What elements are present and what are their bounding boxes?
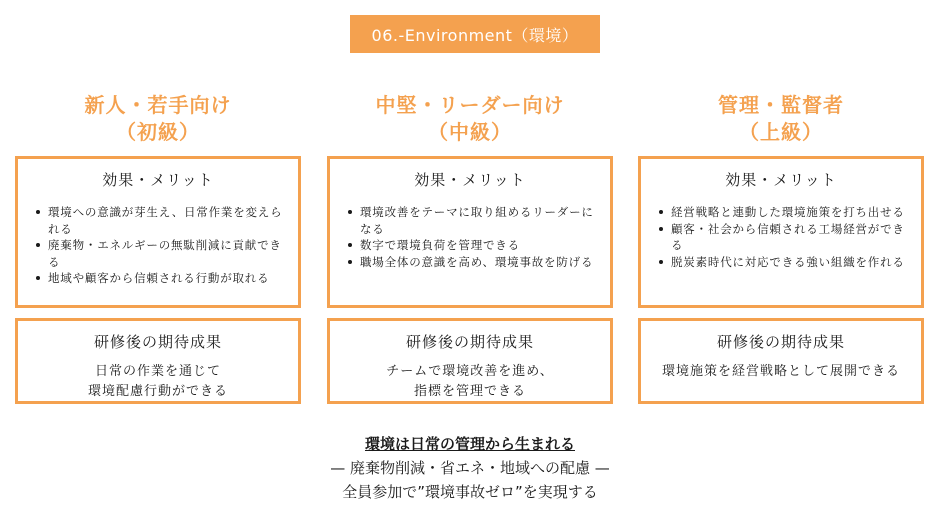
merit-list (330, 204, 610, 270)
column-heading (327, 92, 613, 148)
merit-box (327, 156, 613, 308)
merit-box (15, 156, 301, 308)
merit-list (641, 204, 921, 270)
column-heading-line2: （中級） (428, 120, 512, 144)
footer-slogan: 全員参加で”環境事故ゼロ”を実現する (342, 483, 598, 501)
result-box (638, 318, 924, 404)
result-line: 環境施策を経営戦略として展開できる (661, 364, 900, 379)
result-line: 指標を管理できる (413, 384, 526, 399)
result-line: チームで環境改善を進め、 (386, 364, 554, 379)
column-heading-line1: 中堅・リーダー向け (375, 93, 565, 117)
merit-item: 顧客・社会から信頼される工場経営ができる (671, 221, 911, 254)
result-text (330, 362, 610, 402)
column-heading (638, 92, 924, 148)
level-column-beginner (15, 92, 301, 399)
column-heading-line1: 管理・監督者 (718, 93, 844, 117)
merit-item: 環境改善をテーマに取り組めるリーダーになる (360, 204, 600, 237)
column-heading-line2: （初級） (116, 120, 200, 144)
level-column-advanced (638, 92, 924, 379)
merit-item: 脱炭素時代に対応できる強い組織を作れる (671, 254, 911, 271)
section-title: 06.-Environment（環境） (371, 25, 579, 45)
merit-item: 職場全体の意識を高め、環境事故を防げる (360, 254, 600, 271)
merit-item: 経営戦略と連動した環境施策を打ち出せる (671, 204, 911, 221)
result-box-title: 研修後の期待成果 (405, 333, 534, 351)
merit-box-title: 効果・メリット (414, 171, 526, 189)
merit-item: 廃棄物・エネルギーの無駄削減に貢献できる (48, 237, 288, 270)
column-heading (15, 92, 301, 148)
result-line: 日常の作業を通じて (94, 364, 221, 379)
merit-item: 数字で環境負荷を管理できる (360, 237, 600, 254)
merit-box (638, 156, 924, 308)
result-box (15, 318, 301, 404)
column-heading-line1: 新人・若手向け (84, 93, 232, 117)
result-text (18, 362, 298, 402)
merit-item: 環境への意識が芽生え、日常作業を変えられる (48, 204, 288, 237)
column-heading-line2: （上級） (739, 120, 823, 144)
result-box-title: 研修後の期待成果 (93, 333, 222, 351)
result-text (641, 362, 921, 382)
footer-subline: — 廃棄物削減・省エネ・地域への配慮 — (330, 459, 610, 477)
merit-item: 地域や顧客から信頼される行動が取れる (48, 270, 288, 287)
result-line: 環境配慮行動ができる (87, 384, 228, 399)
merit-box-title: 効果・メリット (725, 171, 837, 189)
result-box-title: 研修後の期待成果 (716, 333, 845, 351)
merit-box-title: 効果・メリット (102, 171, 214, 189)
merit-list (18, 204, 298, 287)
level-column-intermediate (327, 92, 613, 399)
result-box (327, 318, 613, 404)
section-title-badge (350, 15, 600, 53)
footer-headline: 環境は日常の管理から生まれる (364, 435, 575, 453)
footer-message (0, 432, 940, 504)
